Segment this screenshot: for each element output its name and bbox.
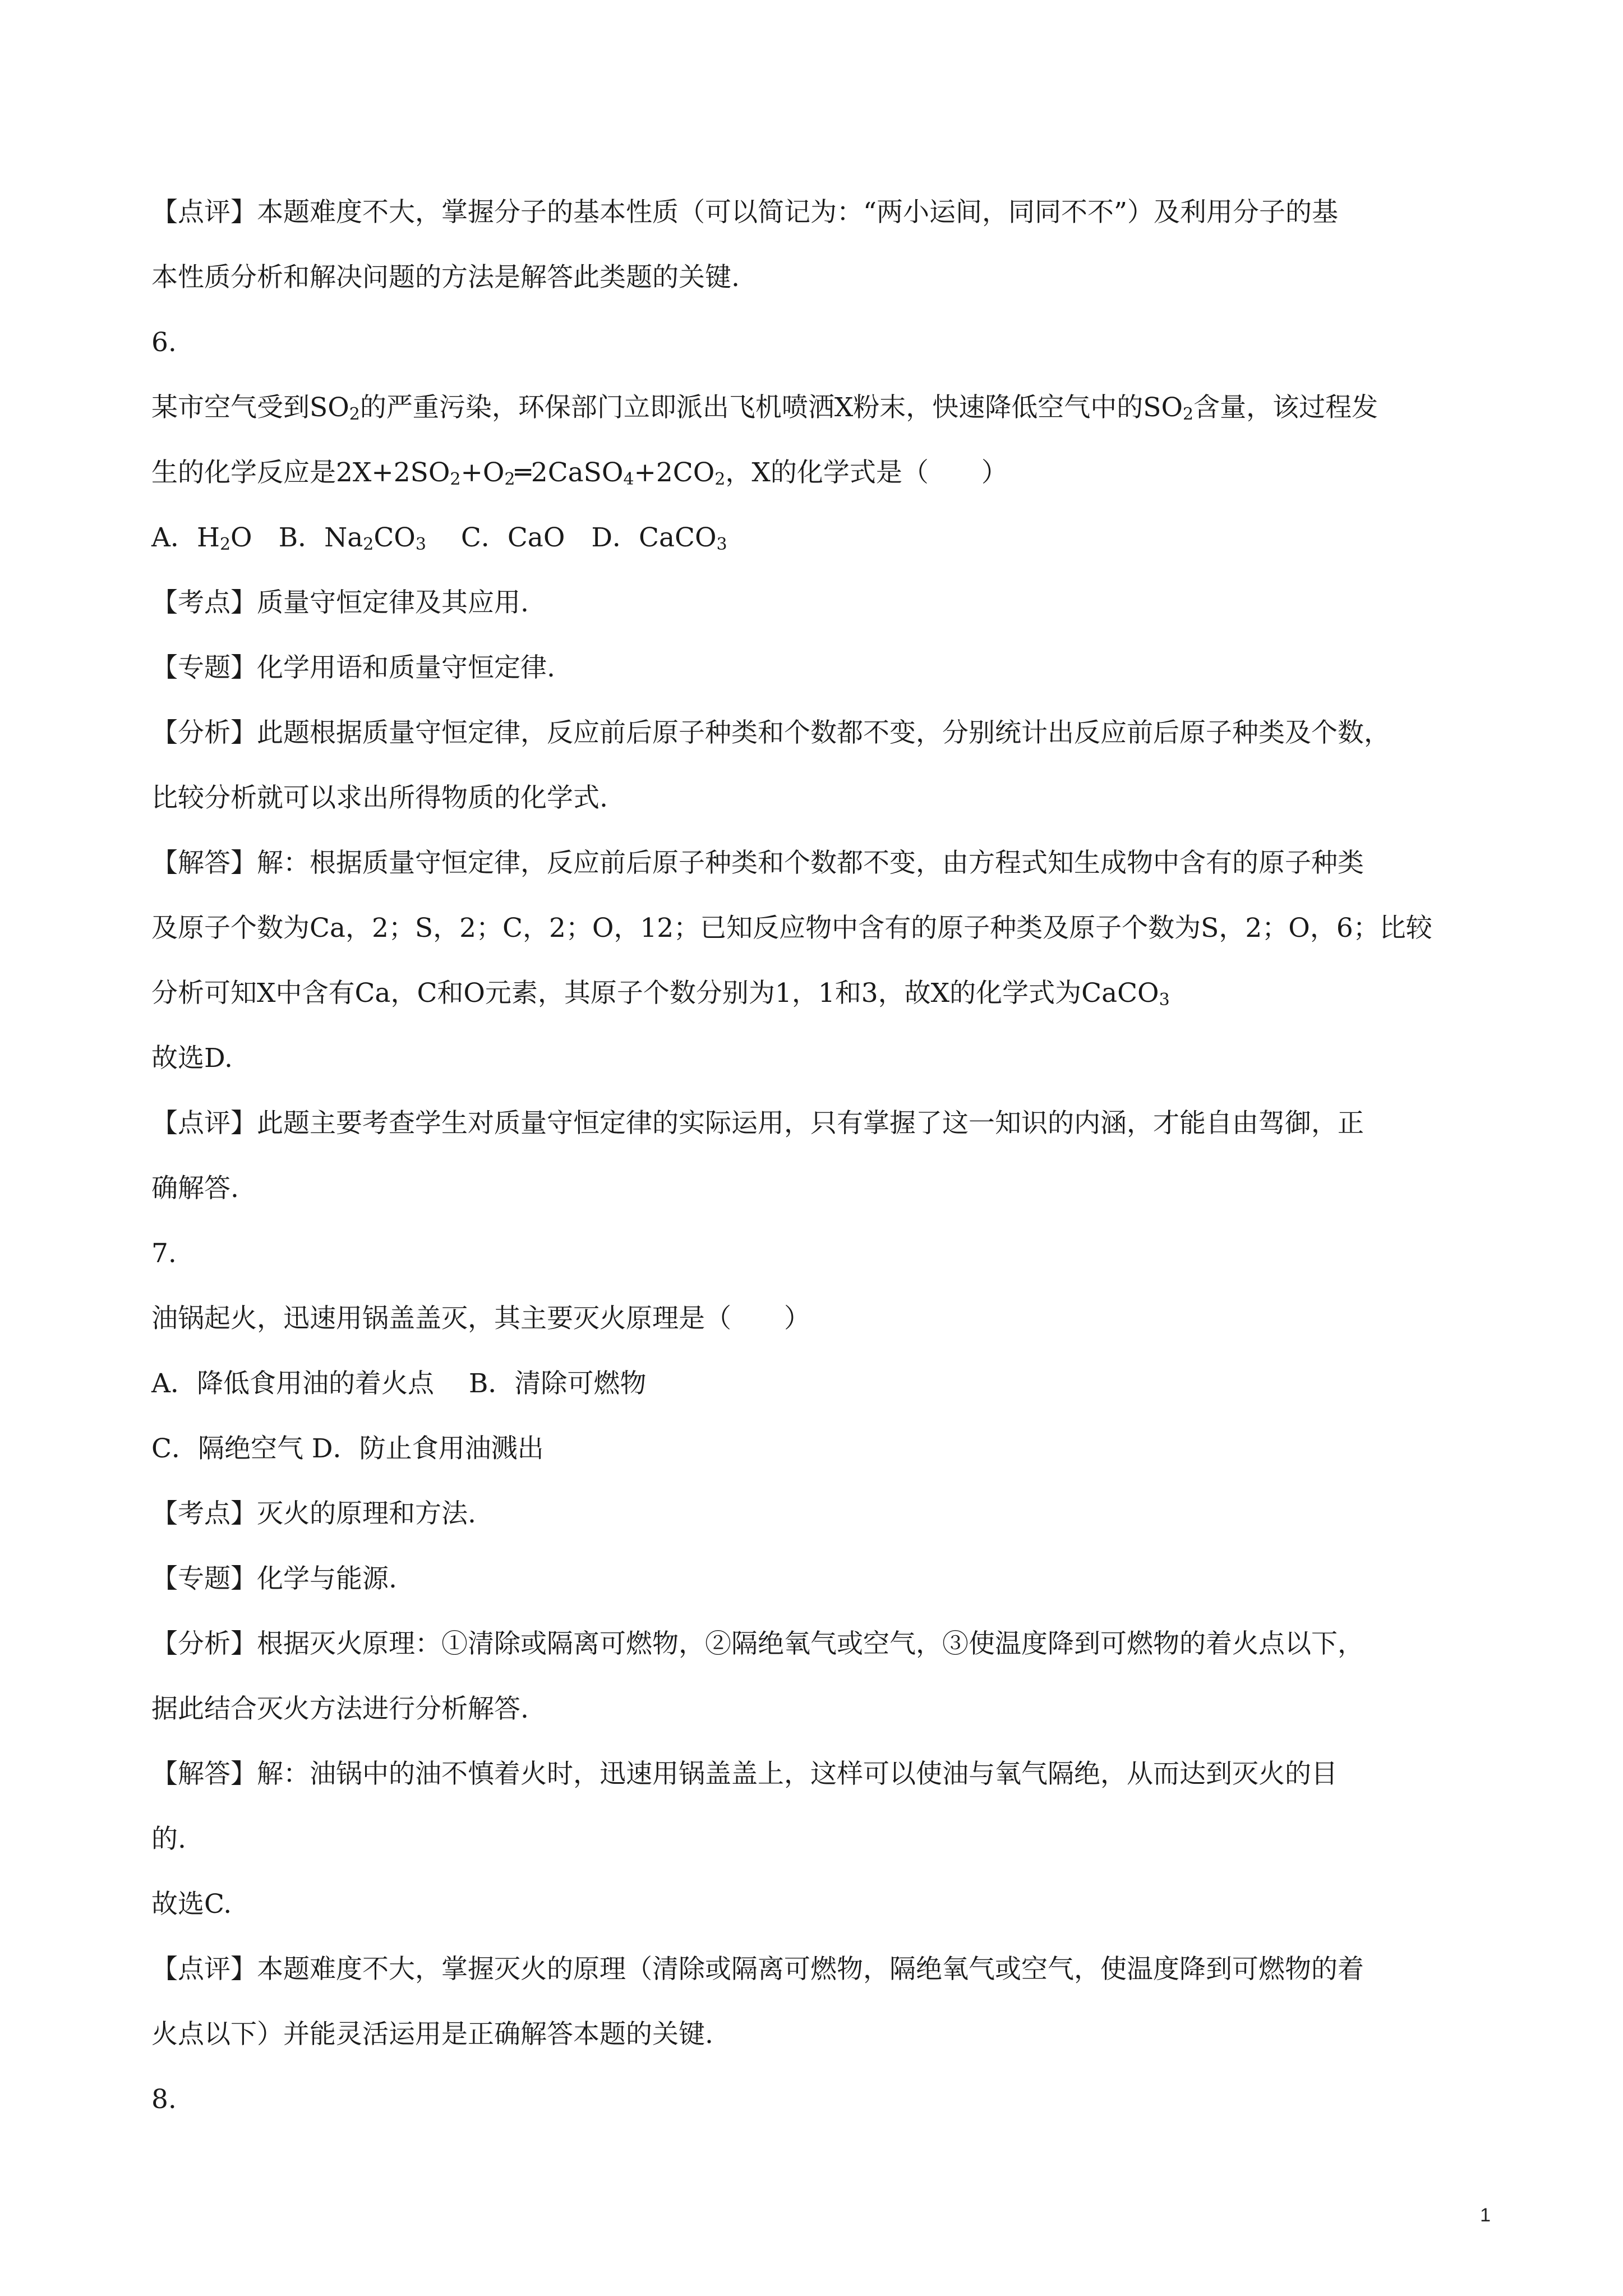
q5-comment-line-2: 本性质分析和解决问题的方法是解答此类题的关键. xyxy=(151,262,740,293)
subscript: 2 xyxy=(714,470,726,489)
section-text: 化学与能源. xyxy=(257,1563,397,1594)
section-text: 质量守恒定律及其应用. xyxy=(257,587,529,618)
q7-fenxi-line-2: 据此结合灭火方法进行分析解答. xyxy=(151,1694,529,1724)
section-text: 灭火的原理和方法. xyxy=(257,1498,476,1529)
q6-stem-line-1 xyxy=(151,392,1492,424)
q6-stem-text: ，X的化学式是（ ） xyxy=(725,457,1008,488)
subscript: 2 xyxy=(363,535,374,554)
q7-comment-line-2: 火点以下）并能灵活运用是正确解答本题的关键. xyxy=(151,2019,713,2050)
q5-comment-tag: 【点评】 xyxy=(151,197,257,228)
q7-jieda-line-2: 的. xyxy=(151,1824,186,1855)
q7-options-line-2: C．隔绝空气 D．防止食用油溅出 xyxy=(151,1433,544,1464)
q6-fenxi-line-2: 比较分析就可以求出所得物质的化学式. xyxy=(151,783,608,813)
section-tag: 【解答】 xyxy=(151,1759,257,1789)
page-number: 1 xyxy=(1480,2205,1491,2226)
section-text: 本题难度不大，掌握灭火的原理（清除或隔离可燃物，隔绝氧气或空气，使温度降到可燃物的着 xyxy=(257,1954,1364,1985)
q5-comment-text-1: 本题难度不大，掌握分子的基本性质（可以简记为：“两小运间，同同不不”）及利用分子的基 xyxy=(257,197,1339,228)
q7-fenxi-line-1 xyxy=(151,1628,1492,1660)
q6-jieda-line-3 xyxy=(151,977,1492,1010)
section-text: 分析可知X中含有Ca，C和O元素，其原子个数分别为1，1和3，故X的化学式为CaCO xyxy=(151,978,1159,1009)
q6-jieda-line-2: 及原子个数为Ca，2；S，2；C，2；O，12；已知反应物中含有的原子种类及原子个数为S，2；O，6；比较 xyxy=(151,913,1432,944)
section-tag: 【点评】 xyxy=(151,1108,257,1139)
section-tag: 【分析】 xyxy=(151,717,257,748)
q6-kaodian xyxy=(151,587,1492,619)
q7-comment-line-1 xyxy=(151,1953,1492,1986)
subscript: 3 xyxy=(1159,990,1170,1010)
q7-answer: 故选C. xyxy=(151,1889,232,1920)
q6-comment-line-2: 确解答. xyxy=(151,1173,239,1204)
document-body xyxy=(151,196,1492,2148)
subscript: 2 xyxy=(504,470,515,489)
section-text: 解：油锅中的油不慎着火时，迅速用锅盖盖上，这样可以使油与氧气隔绝，从而达到灭火的目 xyxy=(257,1759,1338,1789)
section-text: 此题根据质量守恒定律，反应前后原子种类和个数都不变，分别统计出反应前后原子种类及个数， xyxy=(257,717,1390,748)
q6-stem-text: ═2CaSO xyxy=(515,457,624,488)
section-tag: 【解答】 xyxy=(151,848,257,878)
section-tag: 【专题】 xyxy=(151,652,257,683)
q7-kaodian xyxy=(151,1498,1492,1530)
subscript: 3 xyxy=(415,535,426,554)
q7-jieda-line-1 xyxy=(151,1758,1492,1791)
option-text: C．CaO D．CaCO xyxy=(426,522,717,553)
section-text: 此题主要考查学生对质量守恒定律的实际运用，只有掌握了这一知识的内涵，才能自由驾御，正 xyxy=(257,1108,1364,1139)
section-text: 解：根据质量守恒定律，反应前后原子种类和个数都不变，由方程式知生成物中含有的原子种类 xyxy=(257,848,1364,878)
section-text: 根据灭火原理：①清除或隔离可燃物，②隔绝氧气或空气，③使温度降到可燃物的着火点以下， xyxy=(257,1628,1364,1659)
q7-stem: 油锅起火，迅速用锅盖盖灭，其主要灭火原理是（ ） xyxy=(151,1303,810,1334)
q7-number: 7. xyxy=(151,1238,177,1269)
q8-number: 8. xyxy=(151,2084,177,2115)
section-tag: 【专题】 xyxy=(151,1563,257,1594)
subscript: 2 xyxy=(450,470,461,489)
subscript: 4 xyxy=(623,470,634,489)
q6-stem-line-2 xyxy=(151,457,1492,489)
q6-comment-line-1 xyxy=(151,1107,1492,1140)
subscript: 2 xyxy=(349,404,360,424)
q7-zhuanti xyxy=(151,1563,1492,1595)
section-tag: 【点评】 xyxy=(151,1954,257,1985)
q5-comment-line-1 xyxy=(151,196,1492,229)
q6-stem-text: 的严重污染，环保部门立即派出飞机喷洒X粉末，快速降低空气中的SO xyxy=(359,392,1183,423)
q6-options xyxy=(151,522,1492,554)
q6-stem-text: +2CO xyxy=(634,457,715,488)
q6-stem-text: 某市空气受到SO xyxy=(151,392,349,423)
section-tag: 【考点】 xyxy=(151,1498,257,1529)
q6-zhuanti xyxy=(151,652,1492,684)
subscript: 2 xyxy=(1183,404,1194,424)
subscript: 3 xyxy=(716,535,727,554)
q6-stem-text: 含量，该过程发 xyxy=(1193,392,1378,423)
section-tag: 【考点】 xyxy=(151,587,257,618)
q6-answer: 故选D. xyxy=(151,1043,233,1074)
option-text: A．H xyxy=(151,522,220,553)
q6-fenxi-line-1 xyxy=(151,717,1492,749)
option-text: O B．Na xyxy=(230,522,363,553)
q6-number: 6. xyxy=(151,327,177,358)
q6-jieda-line-1 xyxy=(151,847,1492,880)
subscript: 2 xyxy=(219,535,231,554)
option-text: CO xyxy=(374,522,416,553)
section-tag: 【分析】 xyxy=(151,1628,257,1659)
q6-stem-text: 生的化学反应是2X+2SO xyxy=(151,457,450,488)
q7-options-line-1: A．降低食用油的着火点 B．清除可燃物 xyxy=(151,1368,647,1399)
q6-stem-text: +O xyxy=(460,457,505,488)
section-text: 化学用语和质量守恒定律. xyxy=(257,652,555,683)
